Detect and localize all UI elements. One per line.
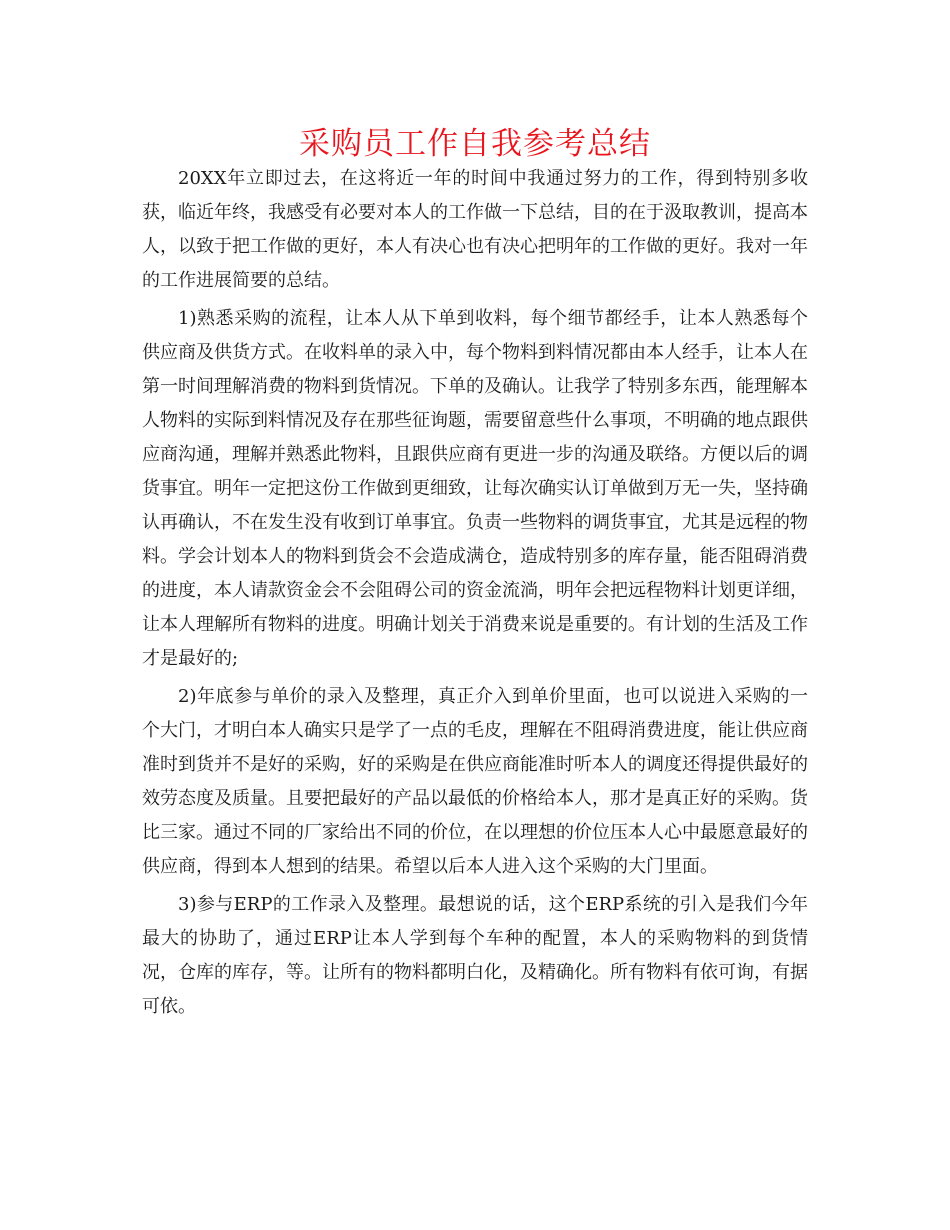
paragraph-item-2: 2)年底参与单价的录入及整理，真正介入到单价里面，也可以说进入采购的一个大门，才明白本人确实只是学了一点的毛皮，理解在不阻碍消费进度，能让供应商准时到货并不是好的采购，好的采购是在供应商能准时听本人的调度还得提供最好的效劳态度及质量。且要把最好的产品以最低的价格给本人，那才是真正好的采购。货比三家。通过不同的厂家给出不同的价位，在以理想的价位压本人心中最愿意最好的供应商，得到本人想到的结果。希望以后本人进入这个采购的大门里面。	[142, 686, 808, 877]
document-body	[142, 162, 808, 1028]
paragraph-intro: 20XX年立即过去，在这将近一年的时间中我通过努力的工作，得到特别多收获，临近年终，我感受有必要对本人的工作做一下总结，目的在于汲取教训，提高本人，以致于把工作做的更好，本人有决心也有决心把明年的工作做的更好。我对一年的工作进展简要的总结。	[142, 168, 808, 291]
document-title: 采购员工作自我参考总结	[299, 126, 651, 162]
paragraph-item-3: 3)参与ERP的工作录入及整理。最想说的话，这个ERP系统的引入是我们今年最大的协助了，通过ERP让本人学到每个车种的配置，本人的采购物料的到货情况，仓库的库存，等。让所有的物料都明白化，及精确化。所有物料有依可询，有据可依。	[142, 894, 808, 1017]
paragraph-item-1: 1)熟悉采购的流程，让本人从下单到收料，每个细节都经手，让本人熟悉每个供应商及供货方式。在收料单的录入中，每个物料到料情况都由本人经手，让本人在第一时间理解消费的物料到货情况。下单的及确认。让我学了特别多东西，能理解本人物料的实际到料情况及存在那些征询题，需要留意些什么事项，不明确的地点跟供应商沟通，理解并熟悉此物料，且跟供应商有更进一步的沟通及联络。方便以后的调货事宜。明年一定把这份工作做到更细致，让每次确实认订单做到万无一失，坚持确认再确认，不在发生没有收到订单事宜。负责一些物料的调货事宜，尤其是远程的物料。学会计划本人的物料到货会不会造成满仓，造成特别多的库存量，能否阻碍消费的进度，本人请款资金会不会阻碍公司的资金流淌，明年会把远程物料计划更详细，让本人理解所有物料的进度。明确计划关于消费来说是重要的。有计划的生活及工作才是最好的;	[142, 308, 808, 669]
